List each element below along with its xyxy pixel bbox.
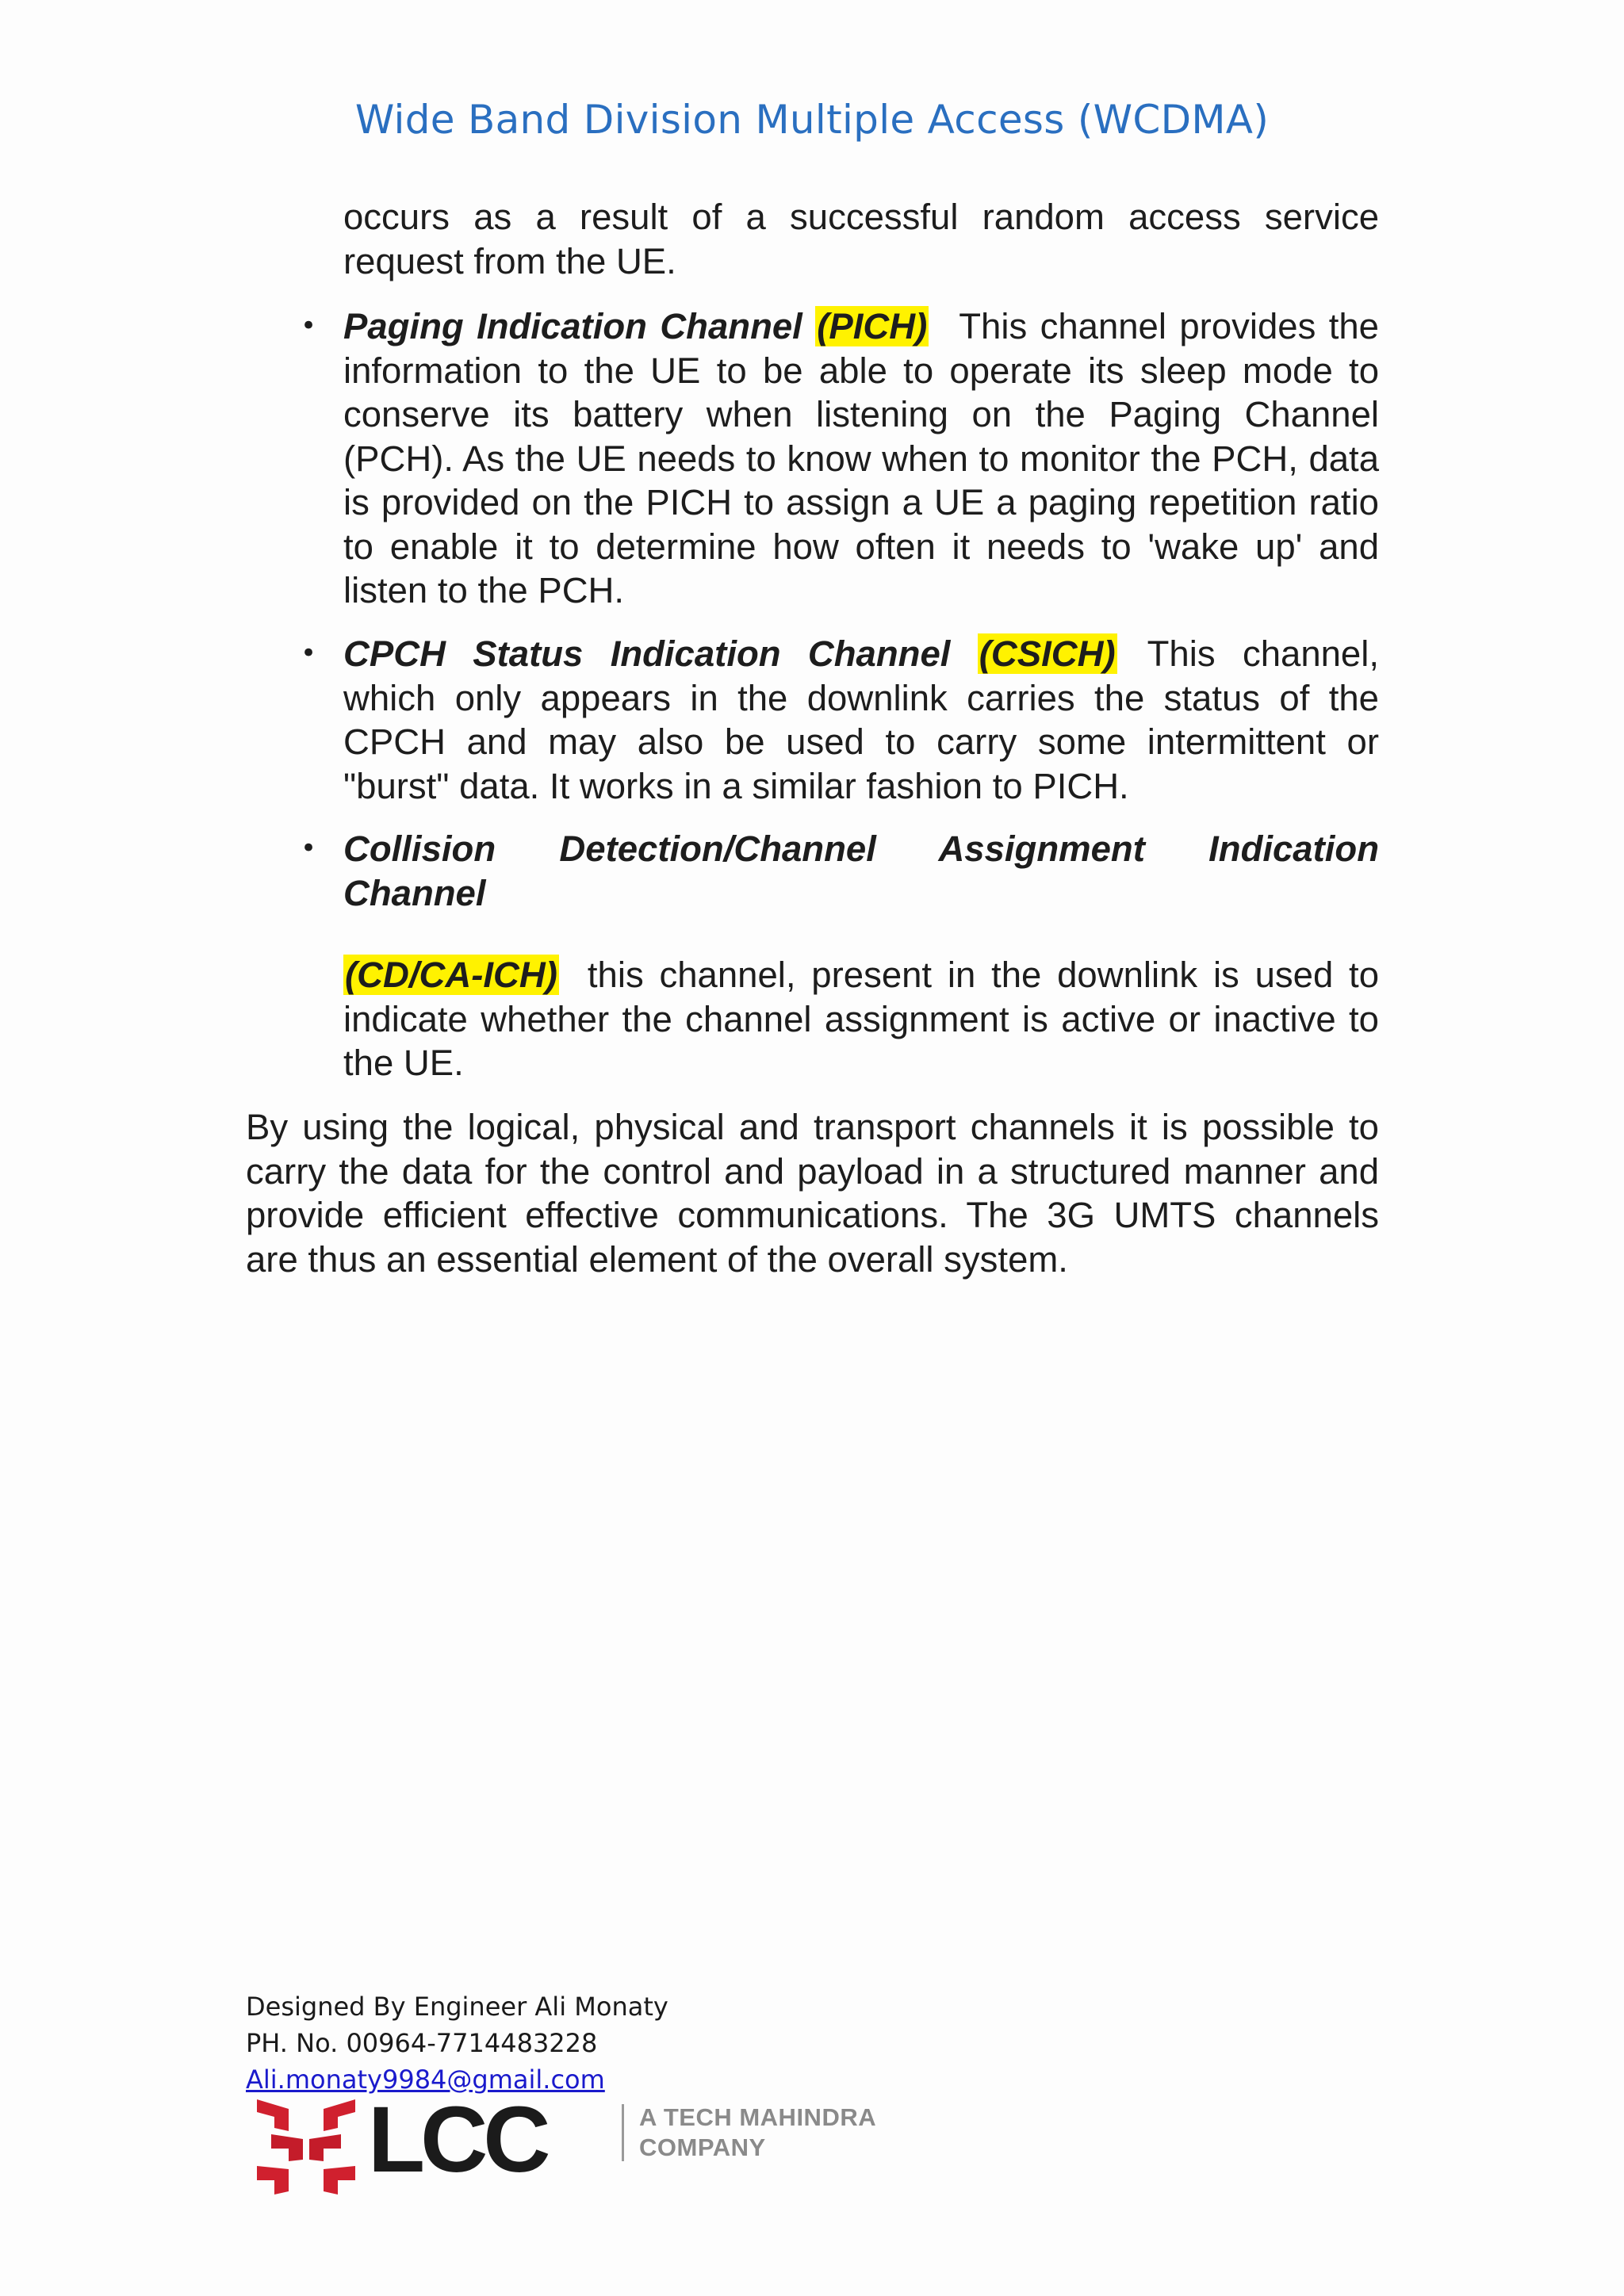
bullet-marker: • (300, 832, 317, 864)
continued-paragraph: occurs as a result of a successful random access service request from the UE. (343, 197, 1379, 281)
logo-divider (622, 2104, 624, 2161)
logo-tagline (639, 2103, 876, 2163)
highlighted-abbreviation: (PICH) (817, 306, 928, 346)
footer (246, 1988, 668, 2098)
bullet-term: CPCH Status Indication Channel (343, 633, 951, 674)
logo-wordmark: LCC (368, 2087, 546, 2192)
bullet-item-pich (300, 304, 1379, 613)
bullet-item-cd-ca-ich (300, 827, 1379, 915)
phone-number: PH. No. 00964-7714483228 (246, 2028, 598, 2058)
bullet-marker: • (300, 637, 317, 669)
bullet-body-cd-ca-ich (343, 953, 1379, 1085)
logo-tagline-line-1: A TECH MAHINDRA (639, 2103, 877, 2131)
lcc-hands-logo-icon (251, 2093, 362, 2204)
company-logo (251, 2087, 901, 2204)
highlighted-abbreviation: (CD/CA-ICH) (345, 955, 557, 995)
bullet-term-line-2: Channel (343, 872, 486, 913)
page-title: Wide Band Division Multiple Access (WCDMA) (354, 97, 1270, 143)
bullet-text: this channel, present in the downlink is used to indicate whether the channel assignment is active or inactive to the UE. (343, 955, 1379, 1083)
logo-tagline-line-2: COMPANY (639, 2133, 766, 2161)
bullet-text: This channel, which only appears in the downlink carries the status of the CPCH and may also be used to carry some intermittent or "burst" data. It works in a similar fashion to PICH. (343, 633, 1379, 806)
email-link[interactable]: Ali.monaty9984@gmail.com (246, 2064, 605, 2095)
bullet-item-csich (300, 632, 1379, 808)
highlighted-abbreviation: (CSICH) (979, 633, 1116, 674)
bullet-term: Paging Indication Channel (343, 306, 802, 346)
closing-paragraph: By using the logical, physical and transport channels it is possible to carry the data for the control and payload in a structured manner and provide efficient effective communications. The 3G UMTS channels are thus an essential element of the overall system. (246, 1107, 1379, 1280)
bullet-term-line-1: Collision Detection/Channel Assignment Indication (343, 828, 1379, 869)
designer-credit: Designed By Engineer Ali Monaty (246, 1992, 668, 2022)
bullet-marker: • (300, 310, 317, 342)
bullet-text: This channel provides the information to the UE to be able to operate its sleep mode to conserve its battery when listening on the Paging Channel (PCH). As the UE needs to know when to monitor the PCH, data is provided on the PICH to assign a UE a paging repetition ratio to enable it to determine how often it needs to 'wake up' and listen to the PCH. (343, 306, 1379, 610)
